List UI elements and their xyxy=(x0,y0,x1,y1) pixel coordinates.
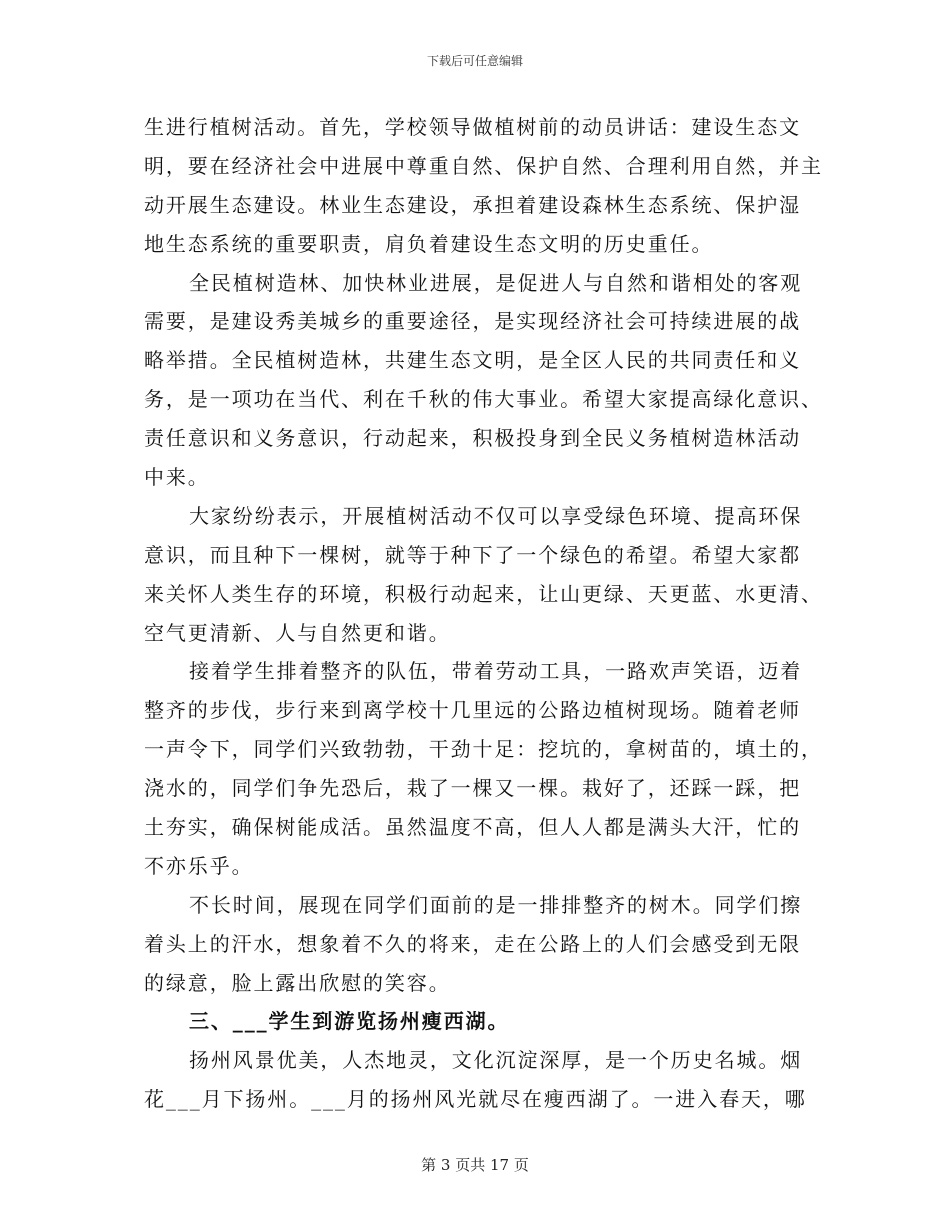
paragraph-line: 一声令下，同学们兴致勃勃，干劲十足：挖坑的，拿树苗的，填土的， xyxy=(144,737,823,762)
paragraph-line: 不长时间，展现在同学们面前的是一排排整齐的树木。同学们擦 xyxy=(189,892,803,917)
paragraph-line: 全民植树造林、加快林业进展，是促进人与自然和谐相处的客观 xyxy=(189,270,803,295)
page-header: 下载后可任意编辑 xyxy=(426,54,523,68)
paragraph-line: 空气更清新、人与自然更和谐。 xyxy=(144,620,451,645)
section-heading: 三、___学生到游览扬州瘦西湖。 xyxy=(189,1009,510,1034)
paragraph-line: 务，是一项功在当代、利在千秋的伟大事业。希望大家提高绿化意识、 xyxy=(144,387,823,412)
paragraph-line: 大家纷纷表示，开展植树活动不仅可以享受绿色环境、提高环保 xyxy=(189,503,803,528)
paragraph-line: 着头上的汗水，想象着不久的将来，走在公路上的人们会感受到无限 xyxy=(144,931,801,956)
page-footer: 第 3 页共 17 页 xyxy=(421,1156,529,1174)
paragraph-line: 不亦乐乎。 xyxy=(144,853,254,878)
paragraph-line: 中来。 xyxy=(144,465,210,490)
paragraph-line: 明，要在经济社会中进展中尊重自然、保护自然、合理利用自然，并主 xyxy=(144,153,823,178)
paragraph-line: 扬州风景优美，人杰地灵，文化沉淀深厚，是一个历史名城。烟 xyxy=(189,1048,803,1073)
paragraph-line: 生进行植树活动。首先，学校领导做植树前的动员讲话：建设生态文 xyxy=(144,115,801,139)
paragraph-line: 花___月下扬州。___月的扬州风光就尽在瘦西湖了。一进入春天，哪 xyxy=(144,1087,807,1112)
paragraph-line: 浇水的，同学们争先恐后，栽了一棵又一棵。栽好了，还踩一踩，把 xyxy=(144,776,801,801)
paragraph-line: 需要，是建设秀美城乡的重要途径，是实现经济社会可持续进展的战 xyxy=(144,309,801,334)
paragraph-line: 土夯实，确保树能成活。虽然温度不高，但人人都是满头大汗，忙的 xyxy=(144,815,801,840)
paragraph-line: 责任意识和义务意识，行动起来，积极投身到全民义务植树造林活动 xyxy=(144,426,801,451)
paragraph-line: 地生态系统的重要职责，肩负着建设生态文明的历史重任。 xyxy=(144,231,714,256)
paragraph-line: 接着学生排着整齐的队伍，带着劳动工具，一路欢声笑语，迈着 xyxy=(189,659,803,684)
paragraph-line: 动开展生态建设。林业生态建设，承担着建设森林生态系统、保护湿 xyxy=(144,192,801,217)
paragraph-line: 的绿意，脸上露出欣慰的笑容。 xyxy=(144,970,451,995)
paragraph-line: 来关怀人类生存的环境，积极行动起来，让山更绿、天更蓝、水更清、 xyxy=(144,581,823,606)
paragraph-line: 意识，而且种下一棵树，就等于种下了一个绿色的希望。希望大家都 xyxy=(144,542,801,567)
paragraph-line: 整齐的步伐，步行来到离学校十几里远的公路边植树现场。随着老师 xyxy=(144,698,801,723)
paragraph-line: 略举措。全民植树造林，共建生态文明，是全区人民的共同责任和义 xyxy=(144,348,801,373)
document-body xyxy=(144,108,823,1119)
